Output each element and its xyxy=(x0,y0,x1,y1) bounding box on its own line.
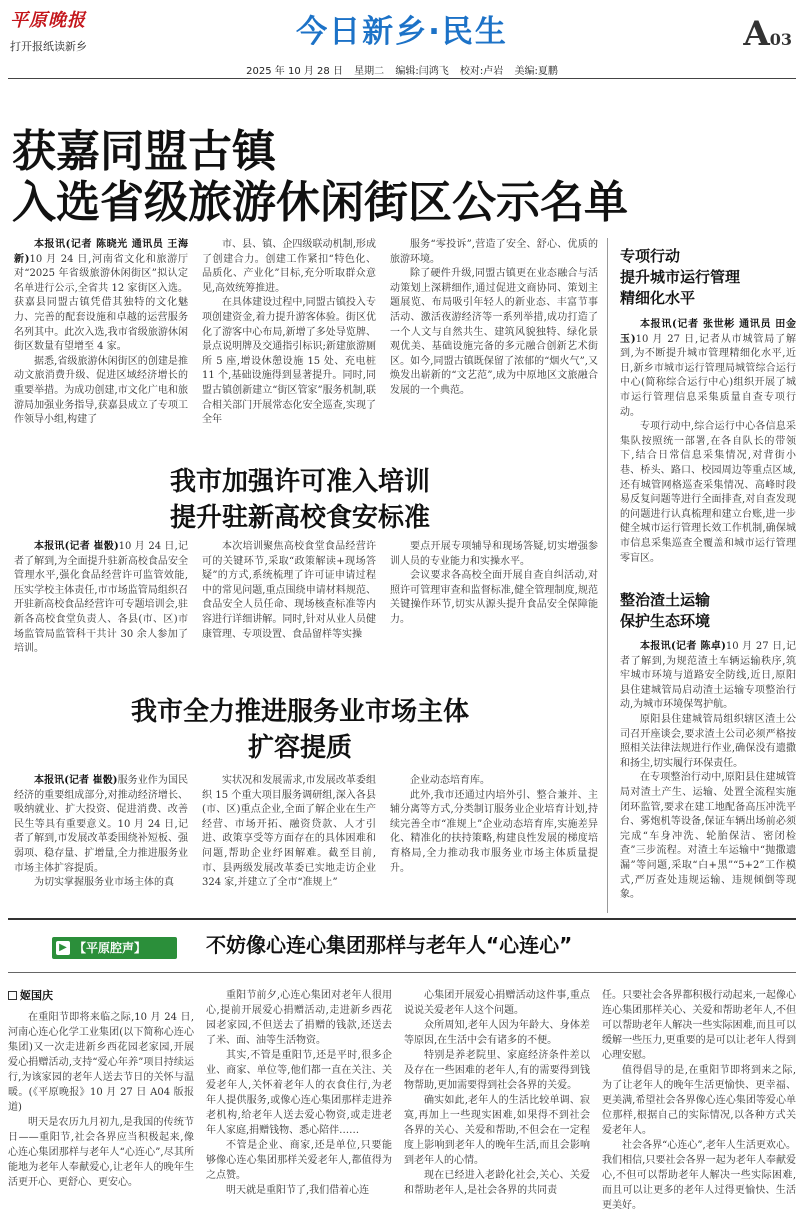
story-2-headline-line2: 提升驻新高校食安标准 xyxy=(169,503,430,533)
story-2-paragraph-1: 10 月 24 日,记者了解到,为全面提升驻新高校食品安全管理水平,强化食品经营许可监管效能,压实学校主体责任,市市场监管局组织召开驻新高校食品经营许可专题培训会,驻新各高校食堂负责人、各县(市、区)市场监管局监管科干共计 30 余人参加了培训。 xyxy=(14,541,188,655)
page-letter: A xyxy=(743,14,770,54)
lead-headline xyxy=(12,126,628,228)
story-2-paragraph-2: 本次培训聚焦高校食堂食品经营许可的关键环节,采取“政策解读+现场答疑”的方式,系统梳理了许可证申请过程中的常见问题,重点围绕申请材料规范、食品安全人员任命、现场核查标准等内容进行详细讲解。同时,针对从业人员健康管理、专项设置、食品留样等实操 xyxy=(202,541,376,640)
story-2-column-1 xyxy=(14,540,188,658)
commentary-divider xyxy=(8,918,796,920)
commentary-badge xyxy=(52,937,177,959)
lead-paragraph-5: 服务“零投诉”,营造了安全、舒心、优质的旅游环境。 xyxy=(390,239,598,265)
commentary-paragraph-6: 明天就是重阳节了,我们借着心连 xyxy=(226,1185,370,1196)
commentary-title-divider xyxy=(8,972,796,973)
story-3-column-2 xyxy=(202,774,376,908)
side-story-1-paragraph-2: 专项行动中,综合运行中心各信息采集队按照统一部署,在各自队长的带领下,结合日常信息采集情况,对背街小巷、桥头、路口、校园周边等重点区域,还有城管网格巡查采集情况、高峰时段易反复问题等进行全面排查,对自查发现的问题进行认真梳理和建立台账,进一步健全城市运行管理长效工作机制,确保城市信息采集巡查全覆盖和城市运行管理零盲区。 xyxy=(620,421,796,564)
story-3-headline xyxy=(0,694,600,766)
commentary-paragraph-9: 特别是养老院里、家庭经济条件差以及存在一些困难的老年人,有的需要得到钱物帮助,更加需要得到社会各界的关爱。 xyxy=(404,1050,590,1091)
side-story-1-byline: 本报讯(记者 张世彬 通讯员 田金玉) xyxy=(620,319,796,345)
issue-date: 2025 年 10 月 28 日 xyxy=(246,66,343,77)
commentary-badge-label: 【平原腔声】 xyxy=(74,941,147,955)
lead-column-2 xyxy=(202,238,376,438)
story-2-byline: 本报讯(记者 崔骰) xyxy=(34,541,119,552)
commentary-paragraph-12: 任。只要社会各界都积极行动起来,一起像心连心集团那样关心、关爱和帮助老年人,不但可以帮助老年人解决一些实际困难,而且可以缓解一些压力,更重要的是可以让老年人得到心理安慰。 xyxy=(602,990,796,1061)
side-story-2-headline xyxy=(620,590,710,632)
side-story-2-paragraph-1: 10 月 27 日,记者了解到,为规范渣土车辆运输秩序,筑牢城市环境与道路安全防线,近日,原阳县住建城管局启动渣土运输专项整治行动,为城市环境保驾护航。 xyxy=(620,641,796,711)
story-3-column-1 xyxy=(14,774,188,908)
story-3-column-3 xyxy=(390,774,598,908)
speech-icon: ▶ xyxy=(56,941,70,955)
lead-headline-line1: 获嘉同盟古镇 xyxy=(12,126,276,177)
side-story-2-headline-line2: 保护生态环境 xyxy=(620,612,711,630)
story-2-headline-line1: 我市加强许可准入培训 xyxy=(169,467,430,497)
commentary-paragraph-14: 社会各界“心连心”,老年人生活更欢心。我们相信,只要社会各界一起为老年人奉献爱心,不但可以帮助老年人解决一些实际困难,而且可以让更多的老年人过得更愉快、生活更美好。 xyxy=(602,1140,796,1211)
story-2-column-2 xyxy=(202,540,376,658)
lead-column-1 xyxy=(14,238,188,438)
side-story-1-headline xyxy=(620,246,740,309)
paper-name: 平原晚报 xyxy=(10,10,86,31)
page-number xyxy=(743,14,792,54)
commentary-column-4 xyxy=(602,988,796,1211)
story-3-paragraph-3: 实状况和发展需求,市发展改革委组织 15 个重大项目服务调研组,深入各县(市、区)重点企业,全面了解企业在生产经营、市场开拓、融资贷款、人才引进、政策享受等方面存在的具体困难和问题,帮助企业纾困解难。截至目前,市、县两级发展改革委已实地走访企业 324 家,并建立了全市“准规上” xyxy=(202,775,376,889)
commentary-column-2 xyxy=(206,988,392,1196)
commentary-paragraph-13: 值得倡导的是,在重阳节即将到来之际,为了让老年人的晚年生活更愉快、更幸福、更美满,希望社会各界像心连心集团等爱心单位那样,根据自己的实际情况,以各种方式关爱老年人。 xyxy=(602,1065,796,1136)
commentary-author xyxy=(8,987,53,1003)
issue-weekday: 星期二 xyxy=(354,66,385,77)
story-3-byline: 本报讯(记者 崔骰) xyxy=(34,775,118,786)
story-3-headline-line2: 扩容提质 xyxy=(247,733,352,763)
story-3-paragraph-4: 企业动态培育库。 xyxy=(410,775,490,786)
commentary-paragraph-2: 明天是农历九月初九,是我国的传统节日——重阳节,社会各界应当积极起来,像心连心集团那样与老年人“心连心”,尽其所能地为老年人奉献爱心,让老年人的晚年生活更开心、更舒心、更安心。 xyxy=(8,1117,194,1188)
story-3-paragraph-2: 为切实掌握服务业市场主体的真 xyxy=(34,877,174,889)
issue-meta xyxy=(0,62,804,77)
commentary-column-3 xyxy=(404,988,590,1196)
side-story-1-headline-line2: 精细化水平 xyxy=(620,289,696,307)
side-story-2-paragraph-2: 原阳县住建城管局组织辖区渣土公司召开座谈会,要求渣土公司必须严格按照相关法律法规进行作业,确保没有遗撒和扬尘,切实履行环保责任。 xyxy=(620,713,796,769)
side-story-2-headline-line1: 整治渣土运输 xyxy=(620,591,711,609)
section-title: 今日新乡·民生 xyxy=(296,14,508,50)
story-2-paragraph-3: 要点开展专项辅导和现场答疑,切实增强参训人员的专业能力和实操水平。 xyxy=(390,541,598,567)
lead-paragraph-1: 10 月 24 日,河南省文化和旅游厅对“2025 年省级旅游休闲街区”拟认定名单进行公示,全省共 12 家街区入选。获嘉县同盟古镇凭借其独特的文化魅力、完善的配套设施和卓越的运营服务名列其中。此次入选,我市省级旅游休闲街区数量有望增至 4 家。 xyxy=(14,253,189,353)
masthead-divider xyxy=(8,78,796,79)
lead-byline: 本报讯(记者 陈晓光 通讯员 王海新) xyxy=(14,239,188,265)
commentary-paragraph-7: 心集团开展爱心捐赠活动这件事,重点说说关爱老年人这个问题。 xyxy=(404,990,590,1016)
story-3-paragraph-1: 服务业作为国民经济的重要组成部分,对推动经济增长、吸纳就业、扩大投资、促进消费、改善民生等具有重要意义。10 月 24 日,记者了解到,市发展改革委围绕补短板、强弱项、稳存量、扩增量,全力推进服务业市场主体扩容提质。 xyxy=(14,775,189,874)
designer-credit: 美编:夏鹏 xyxy=(514,66,558,77)
side-story-1-paragraph-1: 10 月 27 日,记者从市城管局了解到,为不断提升城市管理精细化水平,近日,新乡市城市运行管理局城管综合运行中心(简称综合运行中心)组织开展了城市运行管理信息采集质量自查专项行动。 xyxy=(620,333,796,418)
commentary-paragraph-5: 不管是企业、商家,还是单位,只要能够像心连心集团那样关爱老年人,都值得为之点赞。 xyxy=(206,1140,392,1181)
side-story-2-byline: 本报讯(记者 陈卓) xyxy=(640,641,726,652)
side-story-2-body xyxy=(620,640,796,906)
story-2-headline xyxy=(0,464,600,536)
commentary-author-name: 姬国庆 xyxy=(20,989,53,1002)
commentary-paragraph-10: 确实如此,老年人的生活比较单调、寂寞,再加上一些现实困难,如果得不到社会各界的关心、关爱和帮助,不但会在一定程度上影响到老年人的晚年生活,而且会影响到老年人的心情。 xyxy=(404,1095,590,1166)
lead-column-3 xyxy=(390,238,598,438)
story-2-paragraph-4: 会议要求各高校全面开展自查自纠活动,对照许可管理审查和监督标准,健全管理制度,规范关键操作环节,切实从源头提升食品安全保障能力。 xyxy=(390,570,598,625)
page-digits: 03 xyxy=(769,30,792,49)
side-story-1-headline-line1: 提升城市运行管理 xyxy=(620,268,741,286)
commentary-headline: 不妨像心连心集团那样与老年人“心连心” xyxy=(206,933,573,957)
paper-slogan: 打开报纸读新乡 xyxy=(10,40,87,53)
author-box-icon xyxy=(8,991,17,1000)
commentary-paragraph-3: 重阳节前夕,心连心集团对老年人很用心,提前开展爱心捐赠活动,走进新乡西花园老家园,不但送去了捐赠的钱款,还送去了米、面、油等生活物资。 xyxy=(206,990,392,1046)
commentary-column-1 xyxy=(8,1010,194,1196)
story-3-headline-line1: 我市全力推进服务业市场主体 xyxy=(130,697,469,727)
commentary-paragraph-8: 众所周知,老年人因为年龄大、身体差等原因,在生活中会有诸多的不便。 xyxy=(404,1020,590,1046)
lead-paragraph-4: 在具体建设过程中,同盟古镇投入专项创建资金,着力提升游客体验。街区优化了游客中心布局,新增了多处导览牌、景点说明牌及交通指引标识;新建旅游厕所 5 座,增设休憩设施 15 处、充电桩 11 个,基础设施得到显著提升。同时,同盟古镇创新建立“街区管家”服务机制,联合相关部门开展常态化安全巡查,实现了全年 xyxy=(202,297,376,426)
side-story-1-body xyxy=(620,318,796,574)
lead-paragraph-3: 市、县、镇、企四级联动机制,形成了创建合力。创建工作紧扣“特色化、品质化、产业化”目标,充分听取群众意见,高效统筹推进。 xyxy=(202,239,376,294)
side-story-1-kicker: 专项行动 xyxy=(620,247,681,265)
story-2-column-3 xyxy=(390,540,598,658)
lead-headline-line2: 入选省级旅游休闲街区公示名单 xyxy=(12,177,628,228)
lead-paragraph-2: 据悉,省级旅游休闲街区的创建是推动文旅消费升级、促进区域经济增长的重要举措。为成功创建,市文化广电和旅游局加强业务指导,获嘉县成立了专项工作领导小组,构建了 xyxy=(14,355,188,426)
commentary-paragraph-11: 现在已经进入老龄化社会,关心、关爱和帮助老年人,是社会各界的共同责 xyxy=(404,1170,590,1196)
commentary-paragraph-1: 在重阳节即将来临之际,10 月 24 日,河南心连心化学工业集团(以下简称心连心集团)又一次走进新乡西花园老家园,开展爱心捐赠活动,支持“爱心年养”项目持续运行,为该家园的老年人送去节日的关怀与温暖。(《平原晚报》10 月 27 日 A04 版报道) xyxy=(8,1012,194,1113)
editor-credit: 编辑:闫鸿飞 xyxy=(395,66,449,77)
side-story-2-paragraph-3: 在专项整治行动中,原阳县住建城管局对渣土产生、运输、处置全流程实施闭环监管,要求在建工地配备高压冲洗平台、雾炮机等设备,保证车辆出场前必须完成“车身冲洗、轮胎保洁、密闭检查”三步流程。对渣土车运输中“抛撒遗漏”等问题,采取“白+黑”“5+2”工作模式,严厉查处违规运输、违规倾倒等现象。 xyxy=(620,772,796,901)
lead-paragraph-6: 除了硬件升级,同盟古镇更在业态融合与活动策划上深耕细作,通过促进文商协同、策划主题展览、布局吸引年轻人的新业态、丰富节事活动、激活夜游经济等一系列举措,成功打造了一个人文与自然共生、建筑风貌独特、绿化景观优美、基础设施完备的多元融合创新艺术街区。如今,同盟古镇既保留了浓郁的“烟火气”,又焕发出崭新的“文艺范”,成为中原地区文旅融合发展的一个典范。 xyxy=(390,268,598,396)
proofreader-credit: 校对:卢岩 xyxy=(459,66,504,77)
commentary-paragraph-4: 其实,不管是重阳节,还是平时,很多企业、商家、单位等,他们都一直在关注、关爱老年人,关怀着老年人的衣食住行,为老年人提供服务,或像心连心集团那样走进养老机构,给老年人送去爱心物资,或走进老年人家庭,捐赠钱物、悉心陪伴…… xyxy=(206,1050,392,1136)
story-3-paragraph-5: 此外,我市还通过内培外引、整合兼并、主辅分离等方式,分类制订服务业企业培育计划,持续完善全市“准规上”企业动态培育库,实施差异化、精准化的扶持策略,构建良性发展的梯度培育格局,全力推动我市服务业市场主体质量提升。 xyxy=(390,789,598,874)
sidebar-divider xyxy=(607,238,608,913)
